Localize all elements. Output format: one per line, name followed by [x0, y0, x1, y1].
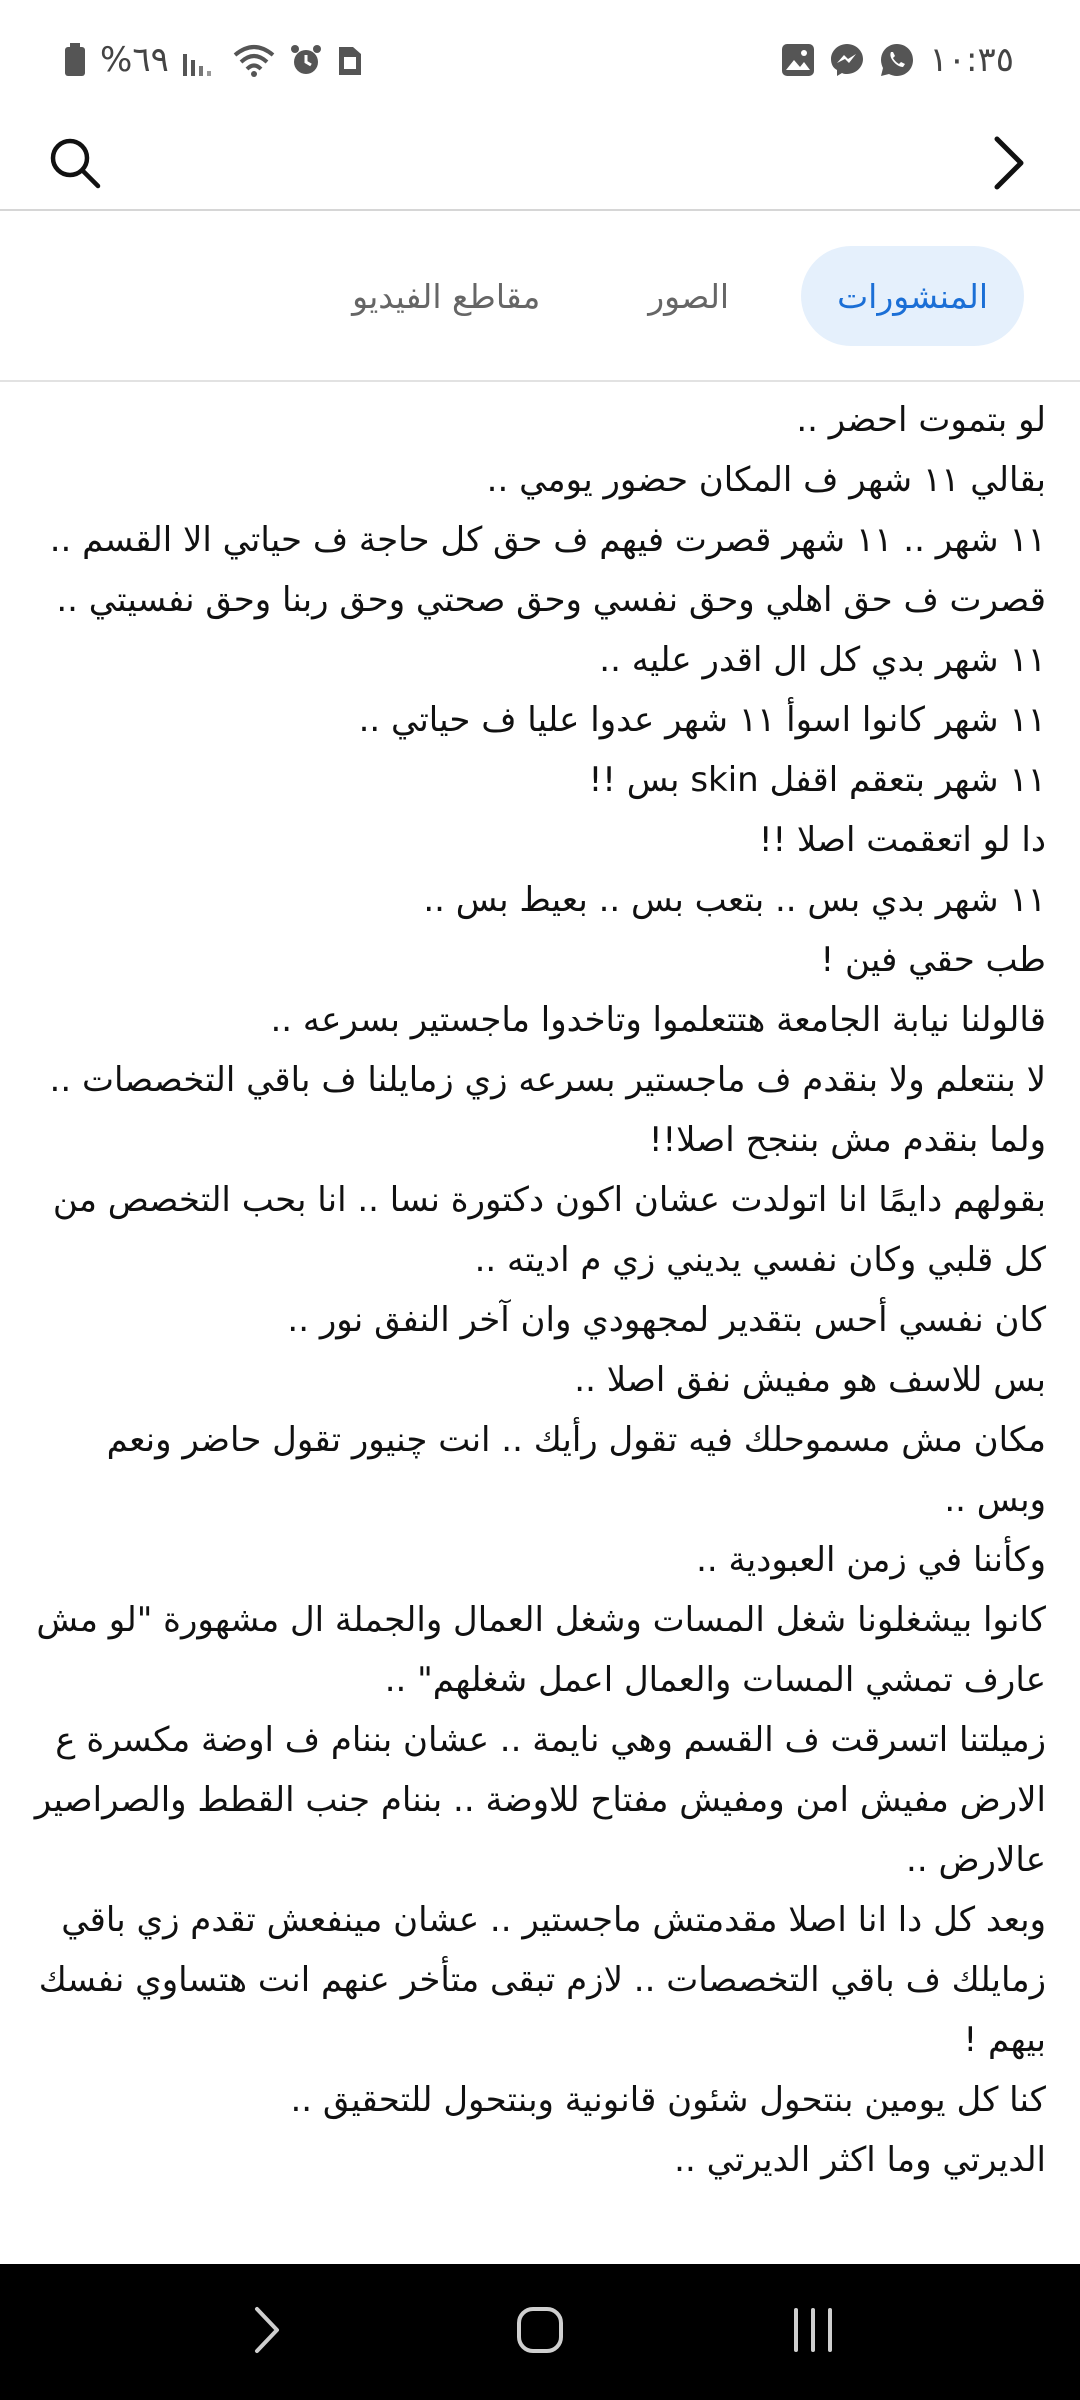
- search-icon: [47, 135, 103, 195]
- post-line: مكان مش مسموحلك فيه تقول رأيك .. انت چنيور تقول حاضر ونعم وبس ..: [106, 1420, 1046, 1520]
- post-line: كان نفسي أحس بتقدير لمجهودي وان آخر النفق نور ..: [287, 1300, 1046, 1340]
- whatsapp-icon: [879, 42, 915, 78]
- post-line: كانوا بيشغلونا شغل المسات وشغل العمال والجملة ال مشهورة "لو مش عارف تمشي المسات والعمال اعمل شغلهم" ..: [36, 1600, 1046, 1700]
- post-line: قالولنا نيابة الجامعة هتتعلموا وتاخدوا ماجستير بسرعه ..: [270, 1000, 1046, 1040]
- battery-icon: [64, 43, 86, 77]
- search-button[interactable]: [40, 130, 110, 200]
- home-nav-icon: [515, 2305, 565, 2359]
- gallery-icon: [781, 43, 815, 77]
- post-line: طب حقي فين !: [820, 940, 1046, 980]
- app-bar: [0, 120, 1080, 210]
- post-text: [0, 382, 1080, 2190]
- alarm-icon: [289, 43, 323, 77]
- post-line: ١١ شهر .. ١١ شهر قصرت فيهم ف حق كل حاجة ف حياتي الا القسم .. قصرت ف حق اهلي وحق نفسي وحق صحتي وحق ربنا وحق نفسيتي ..: [49, 520, 1046, 620]
- tab-posts-label: المنشورات: [837, 276, 988, 316]
- tab-videos-label: مقاطع الفيديو: [352, 276, 541, 316]
- tab-photos[interactable]: [612, 246, 765, 346]
- status-bar: [0, 0, 1080, 120]
- post-scroll-area[interactable]: [0, 382, 1080, 2264]
- status-time: ١٠:٣٥: [929, 40, 1014, 80]
- tab-photos-label: الصور: [648, 276, 730, 316]
- post-line: لا بنتعلم ولا بنقدم ف ماجستير بسرعه زي زمايلنا ف باقي التخصصات .. ولما بنقدم مش بننجح اصلا!!: [49, 1060, 1046, 1160]
- post-line: وكأننا في زمن العبودية ..: [696, 1540, 1046, 1580]
- system-nav-bar: [0, 2264, 1080, 2400]
- tab-posts[interactable]: [801, 246, 1024, 346]
- post-line: وبعد كل دا انا اصلا مقدمتش ماجستير .. عشان مينفعش تقدم زي باقي زمايلك ف باقي التخصصات .. لازم تبقى متأخر عنهم انت هتساوي نفسك بيهم !: [38, 1900, 1046, 2060]
- post-line: ١١ شهر بدي كل ال اقدر عليه ..: [599, 640, 1046, 680]
- status-left-group: [64, 40, 363, 80]
- post-line: ١١ شهر بتعقم اقفل skin بس !!: [588, 760, 1046, 800]
- recents-nav-icon: [788, 2308, 838, 2356]
- wifi-icon: [233, 43, 275, 77]
- post-line: بس للاسف هو مفيش نفق اصلا ..: [574, 1360, 1046, 1400]
- post-line: ١١ شهر بدي بس .. بتعب بس .. بعيط بس ..: [423, 880, 1046, 920]
- post-line: بقولهم دايمًا انا اتولدت عشان اكون دكتورة نسا .. انا بحب التخصص من كل قلبي وكان نفسي يديني زي م اديته ..: [52, 1180, 1046, 1280]
- signal-icon: [183, 44, 219, 76]
- post-line: دا لو اتعقمت اصلا !!: [758, 820, 1046, 860]
- nav-recents-button[interactable]: [753, 2282, 873, 2382]
- post-line: زميلتنا اتسرقت ف القسم وهي نايمة .. عشان بننام ف اوضة مكسرة ع الارض مفيش امن ومفيش مفتاح للاوضة .. بننام جنب القطط والصراصير عالارض ..: [34, 1720, 1046, 1880]
- post-line: كنا كل يومين بنتحول شئون قانونية وبنتحول للتحقيق ..: [290, 2080, 1046, 2120]
- messenger-icon: [829, 42, 865, 78]
- profile-tabs: [0, 211, 1080, 381]
- back-button[interactable]: [974, 130, 1044, 200]
- battery-percent: %٦٩: [100, 40, 169, 80]
- back-chevron-icon: [989, 133, 1029, 197]
- back-nav-icon: [252, 2305, 282, 2359]
- status-right-group: [781, 40, 1014, 80]
- nav-back-button[interactable]: [207, 2282, 327, 2382]
- nav-home-button[interactable]: [480, 2282, 600, 2382]
- post-line: بقالي ١١ شهر ف المكان حضور يومي ..: [486, 460, 1046, 500]
- post-line: لو بتموت احضر ..: [796, 400, 1046, 440]
- tab-videos[interactable]: [316, 246, 576, 346]
- sim-icon: [337, 43, 363, 77]
- post-line: ١١ شهر كانوا اسوأ ١١ شهر عدوا عليا ف حياتي ..: [358, 700, 1046, 740]
- post-line: الديرتي وما اكثر الديرتي ..: [674, 2140, 1046, 2180]
